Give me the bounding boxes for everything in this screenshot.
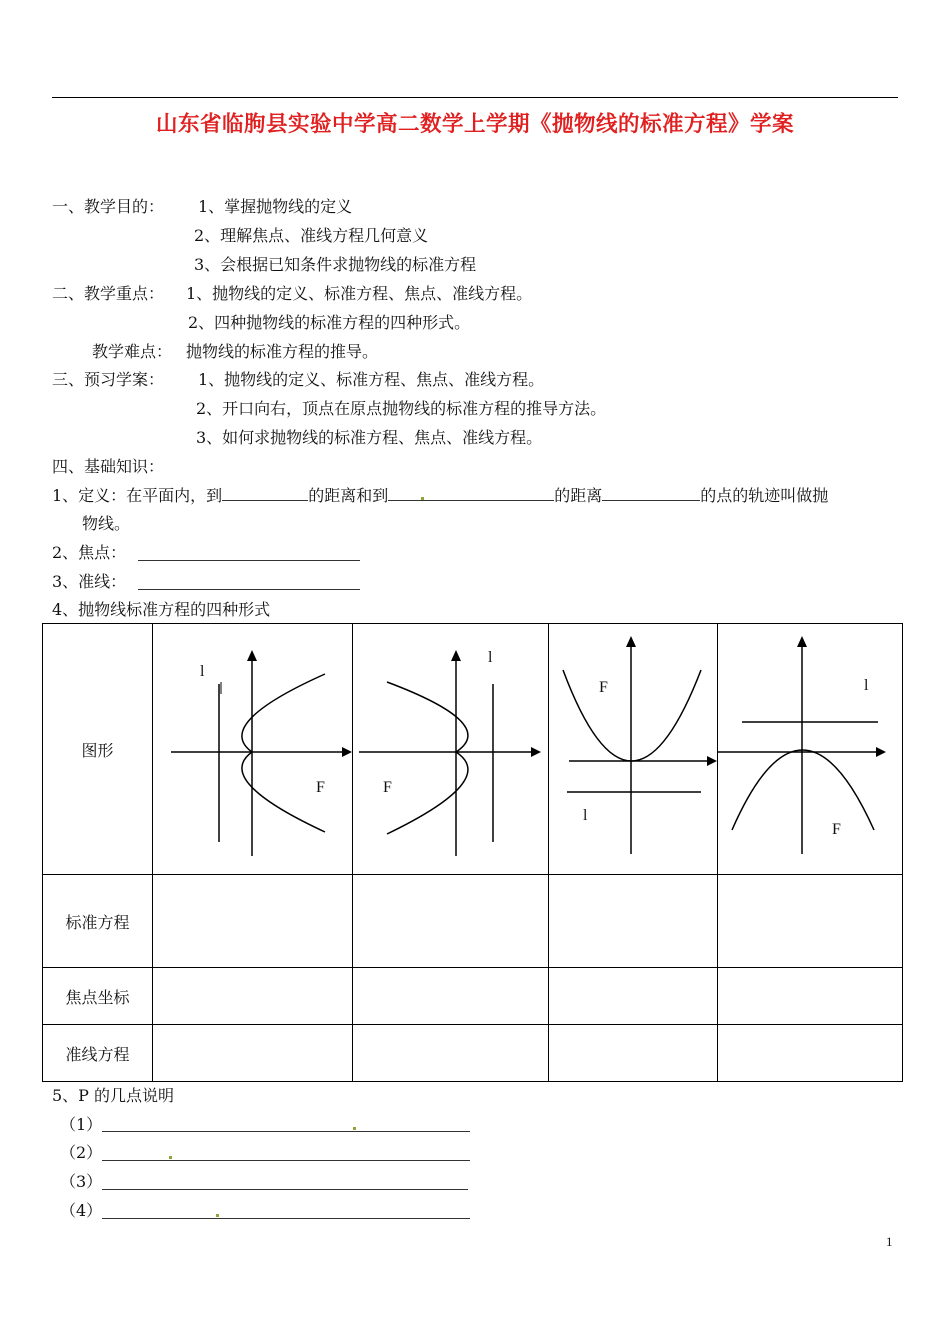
- key-points-label: 二、教学重点：: [52, 284, 165, 303]
- directrix-label-l: l: [488, 649, 493, 666]
- focus-cell[interactable]: [718, 968, 903, 1025]
- difficulty-text: 抛物线的标准方程的推导。: [186, 342, 379, 361]
- p-note-blank[interactable]: [102, 1189, 468, 1190]
- focus-label-f: F: [599, 679, 608, 696]
- equation-cell[interactable]: [353, 875, 549, 968]
- directrix-cell[interactable]: [153, 1025, 353, 1082]
- p-note-num: （1）: [60, 1115, 103, 1134]
- equation-cell[interactable]: [549, 875, 718, 968]
- focus-cell[interactable]: [153, 968, 353, 1025]
- directrix-cell[interactable]: [718, 1025, 903, 1082]
- directrix-blank[interactable]: [138, 589, 360, 590]
- parabola-forms-table: [42, 623, 903, 1082]
- preview-item: 2、开口向右，顶点在原点抛物线的标准方程的推导方法。: [196, 399, 607, 418]
- equation-cell[interactable]: [718, 875, 903, 968]
- preview-label: 三、预习学案：: [52, 370, 165, 389]
- definition-prefix: 1、定义：在平面内，到: [52, 486, 223, 505]
- p-note-blank[interactable]: [102, 1131, 470, 1132]
- focus-blank[interactable]: [138, 560, 360, 561]
- p-note-blank[interactable]: [102, 1160, 470, 1161]
- directrix-cell[interactable]: [353, 1025, 549, 1082]
- p-note-blank[interactable]: [102, 1218, 470, 1219]
- preview-item: 1、抛物线的定义、标准方程、焦点、准线方程。: [198, 370, 545, 389]
- focus-cell[interactable]: [549, 968, 718, 1025]
- equation-cell[interactable]: [153, 875, 353, 968]
- scan-dot: [421, 497, 424, 500]
- forms-label: 4、抛物线标准方程的四种形式: [52, 600, 271, 619]
- figure-opens-left: [353, 624, 549, 875]
- p-note-num: （3）: [60, 1172, 103, 1191]
- row-label-directrix: 准线方程: [43, 1025, 153, 1082]
- blank-2[interactable]: [388, 485, 554, 501]
- objective-item: 3、会根据已知条件求抛物线的标准方程: [194, 255, 477, 274]
- row-label-figure: 图形: [43, 624, 153, 875]
- page-title: 山东省临朐县实验中学高二数学上学期《抛物线的标准方程》学案: [155, 112, 794, 137]
- definition-mid-2: 的距离: [554, 486, 603, 505]
- figure-opens-up: [549, 624, 718, 875]
- p-note-num: （2）: [60, 1143, 103, 1162]
- figure-opens-right: [153, 624, 353, 875]
- blank-3[interactable]: [602, 485, 700, 501]
- directrix-label-l: l: [200, 663, 205, 680]
- table-row: [43, 968, 903, 1025]
- p-note-num: （4）: [60, 1201, 103, 1220]
- key-point-item: 2、四种抛物线的标准方程的四种形式。: [188, 313, 471, 332]
- focus-label-f: F: [832, 821, 841, 838]
- objective-item: 1、掌握抛物线的定义: [198, 197, 353, 216]
- objectives-label: 一、教学目的：: [52, 197, 165, 216]
- focus-label-f: F: [383, 779, 392, 796]
- objective-item: 2、理解焦点、准线方程几何意义: [194, 226, 429, 245]
- scan-dot: [216, 1214, 219, 1217]
- table-row: [43, 875, 903, 968]
- focus-label-f: F: [316, 779, 325, 796]
- difficulty-label: 教学难点：: [92, 342, 173, 361]
- p-notes-label: 5、P 的几点说明: [52, 1086, 175, 1105]
- definition-wrap: 物线。: [82, 514, 131, 533]
- basics-label: 四、基础知识：: [52, 457, 165, 476]
- directrix-label-l: l: [864, 677, 869, 694]
- preview-item: 3、如何求抛物线的标准方程、焦点、准线方程。: [196, 428, 543, 447]
- definition-mid-1: 的距离和到: [308, 486, 389, 505]
- scan-dot: [169, 1156, 172, 1159]
- figure-opens-down: [718, 624, 903, 875]
- focus-label: 2、焦点：: [52, 543, 127, 562]
- blank-1[interactable]: [222, 485, 308, 501]
- key-point-item: 1、抛物线的定义、标准方程、焦点、准线方程。: [186, 284, 533, 303]
- table-row: [43, 624, 903, 875]
- directrix-label-l: l: [583, 807, 588, 824]
- definition-suffix: 的点的轨迹叫做抛: [700, 486, 829, 505]
- focus-cell[interactable]: [353, 968, 549, 1025]
- directrix-cell[interactable]: [549, 1025, 718, 1082]
- row-label-equation: 标准方程: [43, 875, 153, 968]
- table-row: [43, 1025, 903, 1082]
- header-rule: [52, 97, 898, 98]
- scan-dot: [353, 1127, 356, 1130]
- definition-line: [52, 485, 828, 506]
- directrix-label: 3、准线：: [52, 572, 127, 591]
- row-label-focus: 焦点坐标: [43, 968, 153, 1025]
- page-number: 1: [886, 1234, 893, 1249]
